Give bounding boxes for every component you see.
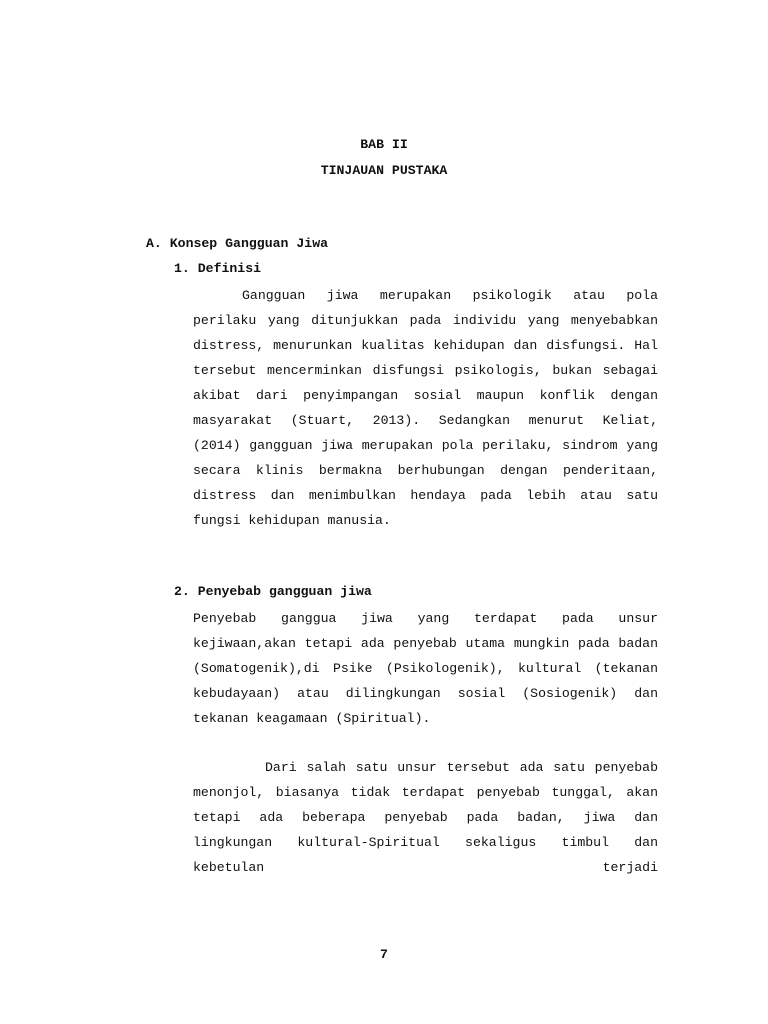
subsection-2-heading: 2. Penyebab gangguan jiwa [174, 584, 372, 599]
subsection-1-heading: 1. Definisi [174, 261, 262, 276]
causes-paragraph-2: Dari salah satu unsur tersebut ada satu penyebab menonjol, biasanya tidak terdapat penyebab tunggal, akan tetapi ada beberapa penyebab pada badan, jiwa dan lingkungan kultural-Spiritual sekaligus timbul dan kebetulan terjadi [193, 760, 658, 875]
causes-paragraph-1: Penyebab ganggua jiwa yang terdapat pada unsur kejiwaan,akan tetapi ada penyebab utama mungkin pada badan (Somatogenik),di Psike (Psikologenik), kultural (tekanan kebudayaan) atau dilingkungan sosial (Sosiogenik) dan tekanan keagamaan (Spiritual). [193, 611, 658, 726]
section-a-heading: A. Konsep Gangguan Jiwa [146, 236, 329, 251]
chapter-title: TINJAUAN PUSTAKA [320, 163, 448, 178]
chapter-heading: BAB II [360, 137, 408, 152]
page-number: 7 [380, 947, 388, 962]
definition-paragraph: Gangguan jiwa merupakan psikologik atau pola perilaku yang ditunjukkan pada individu yang menyebabkan distress, menurunkan kualitas kehidupan dan disfungsi. Hal tersebut mencerminkan disfungsi psikologis, bukan sebagai akibat dari penyimpangan sosial maupun konflik dengan masyarakat (Stuart, 2013). Sedangkan menurut Keliat, (2014) gangguan jiwa merupakan pola perilaku, sindrom yang secara klinis bermakna berhubungan dengan penderitaan, distress dan menimbulkan hendaya pada lebih atau satu fungsi kehidupan manusia. [193, 288, 658, 528]
